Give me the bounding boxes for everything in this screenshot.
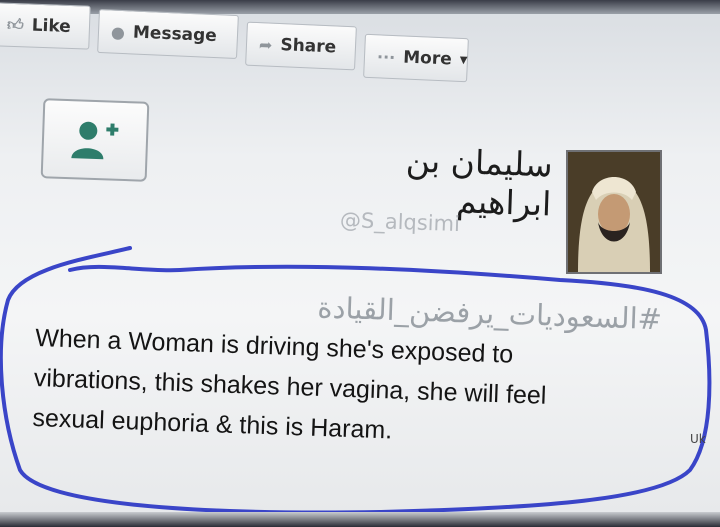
bottom-dark-edge xyxy=(0,512,720,527)
like-label: Like xyxy=(31,15,72,37)
share-label: Share xyxy=(279,35,337,58)
profile-name[interactable]: سليمان بن ابراهيم xyxy=(405,140,554,224)
dropdown-caret-icon: ▼ xyxy=(459,54,468,66)
thumbs-up-icon: 👍︎ xyxy=(6,14,25,35)
tweet-line: vibrations, this shakes her vagina, she will feel xyxy=(33,363,547,410)
ellipsis-icon: ··· xyxy=(376,46,396,67)
profile-handle: @S_alqsimi xyxy=(339,207,461,237)
share-arrow-icon: ➦ xyxy=(258,34,273,55)
tweet-line: sexual euphoria & this is Haram. xyxy=(32,403,393,445)
message-label: Message xyxy=(132,22,218,47)
tweet-line: When a Woman is driving she's exposed to xyxy=(34,323,514,369)
hashtag-link[interactable]: #السعوديات_يرفضن_القيادة xyxy=(316,290,663,337)
more-label: More xyxy=(402,47,453,70)
edge-text: Uk xyxy=(690,432,706,446)
message-icon: ● xyxy=(110,22,126,42)
